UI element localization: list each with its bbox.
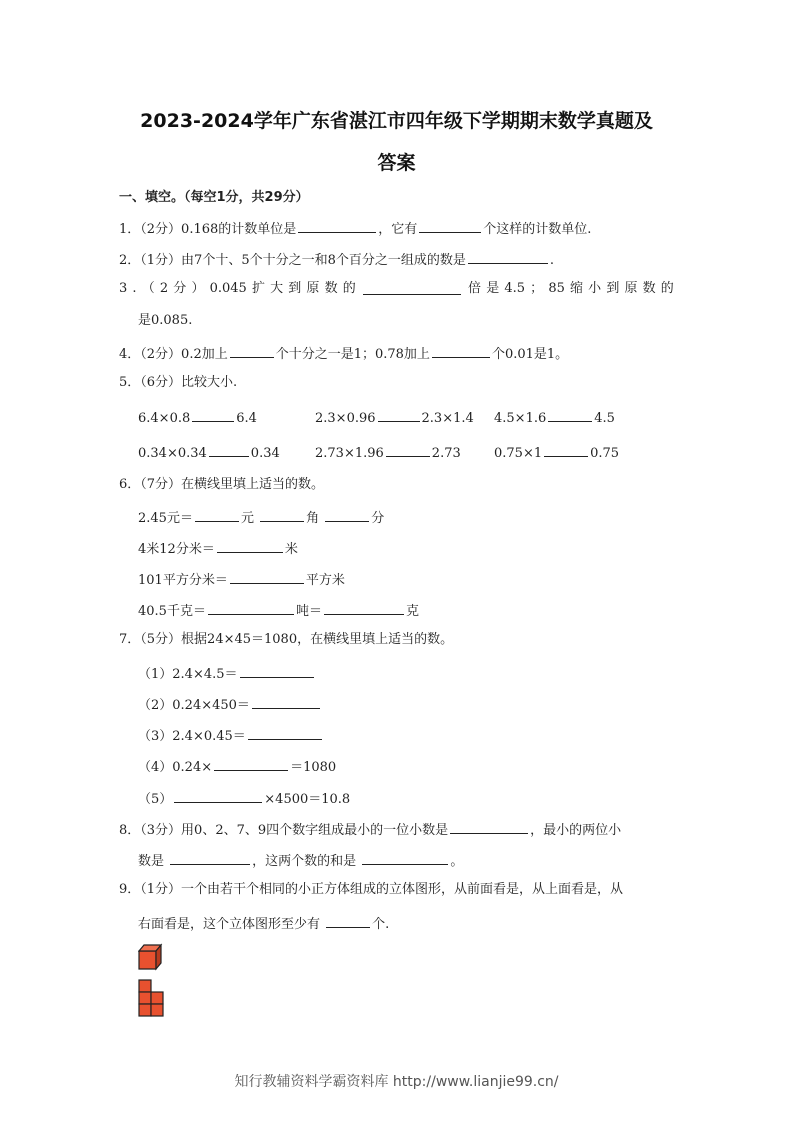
q3-token: 原 xyxy=(306,281,320,296)
answer-blank[interactable] xyxy=(468,249,548,264)
answer-blank[interactable] xyxy=(230,569,304,584)
q7-part-4: （4）0.24× ＝1080 xyxy=(138,756,336,777)
q3-token: 小 xyxy=(588,281,602,296)
q3-token: 大 xyxy=(270,281,284,296)
answer-blank[interactable] xyxy=(217,538,283,553)
q6-line-3: 101平方分米＝ 平方米 xyxy=(138,569,345,590)
footer-watermark: 知行教辅资料学霸资料库 http://www.lianjie99.cn/ xyxy=(234,1074,559,1090)
answer-blank[interactable] xyxy=(208,600,294,615)
compare-blank[interactable] xyxy=(378,407,420,422)
square-grid-view-icon xyxy=(139,980,163,1016)
compare-blank[interactable] xyxy=(192,407,234,422)
q3-token: 的 xyxy=(342,281,356,296)
cube-figure-svg xyxy=(138,942,178,1022)
q7-part-2: （2）0.24×450＝ xyxy=(138,694,322,715)
compare-item: 2.3×0.96 2.3×1.4 xyxy=(315,407,474,428)
q3-token: 0.045 xyxy=(209,281,247,296)
q3-token: 2 xyxy=(159,281,169,296)
grid-square xyxy=(151,992,163,1004)
q3-token: 到 xyxy=(606,281,620,296)
answer-blank[interactable] xyxy=(230,343,274,358)
doc-title-line-2: 答案 xyxy=(377,152,416,174)
answer-blank[interactable] xyxy=(325,507,369,522)
question-9-line-1: 9．（1分）一个由若干个相同的小正方体组成的立体图形，从前面看是，从上面看是，从 xyxy=(119,882,624,897)
answer-blank[interactable] xyxy=(326,913,370,928)
question-1: 1．（2分）0.168的计数单位是 ，它有 个这样的计数单位. xyxy=(119,218,591,239)
q3-token: ） xyxy=(191,281,205,296)
section-heading: 一、填空。（每空1分，共29分） xyxy=(119,190,309,205)
grid-square xyxy=(151,1004,163,1016)
question-2: 2．（1分）由7个十、5个十分之一和8个百分之一组成的数是 . xyxy=(119,249,554,270)
question-9-line-2: 右面看是，这个立体图形至少有 个. xyxy=(138,913,389,934)
q6-line-1: 2.45元＝ 元 角 分 xyxy=(138,507,384,528)
compare-blank[interactable] xyxy=(544,442,588,457)
answer-blank[interactable] xyxy=(432,343,490,358)
compare-item: 6.4×0.8 6.4 xyxy=(138,407,257,428)
q3-token: 原 xyxy=(624,281,638,296)
compare-blank[interactable] xyxy=(386,442,430,457)
compare-item: 4.5×1.6 4.5 xyxy=(494,407,615,428)
compare-blank[interactable] xyxy=(209,442,249,457)
question-5-heading: 5．（6分）比较大小. xyxy=(119,375,238,390)
answer-blank[interactable] xyxy=(362,850,448,865)
answer-blank[interactable] xyxy=(214,756,288,771)
answer-blank[interactable] xyxy=(174,788,262,803)
compare-blank[interactable] xyxy=(548,407,592,422)
answer-blank[interactable] xyxy=(240,663,314,678)
answer-blank[interactable] xyxy=(450,819,528,834)
question-6-heading: 6．（7分）在横线里填上适当的数。 xyxy=(119,477,325,492)
cube-front-face xyxy=(139,951,156,969)
isometric-cube-icon xyxy=(139,945,161,969)
q3-token: （ xyxy=(141,281,155,296)
compare-item: 0.34×0.34 0.34 xyxy=(138,442,280,463)
q7-part-3: （3）2.4×0.45＝ xyxy=(138,725,324,746)
q3-token: 扩 xyxy=(251,281,265,296)
answer-blank[interactable] xyxy=(260,507,304,522)
q3-token: 数 xyxy=(324,281,338,296)
question-4: 4．（2分）0.2加上 个十分之一是1；0.78加上 个0.01是1。 xyxy=(119,343,568,364)
q3-token: ； xyxy=(530,281,544,296)
q3-token: 缩 xyxy=(570,281,584,296)
answer-blank[interactable] xyxy=(252,694,320,709)
q3-token: 倍 xyxy=(468,281,482,296)
doc-title-line-1: 2023-2024学年广东省湛江市四年级下学期期末数学真题及 xyxy=(140,110,653,132)
q3-token: 是 xyxy=(486,281,500,296)
answer-blank[interactable] xyxy=(363,280,461,295)
q3-token: 85 xyxy=(548,281,565,296)
cube-figures xyxy=(138,942,178,1026)
question-8-line-2: 数是 ，这两个数的和是 。 xyxy=(138,850,463,871)
q3-token: 分 xyxy=(173,281,187,296)
grid-square xyxy=(139,992,151,1004)
question-3-line-2: 是0.085. xyxy=(138,313,193,328)
answer-blank[interactable] xyxy=(195,507,239,522)
q7-part-5: （5） ×4500＝10.8 xyxy=(138,788,350,809)
question-7-heading: 7．（5分）根据24×45＝1080，在横线里填上适当的数。 xyxy=(119,632,454,647)
answer-blank[interactable] xyxy=(248,725,322,740)
q3-token: 4.5 xyxy=(504,281,526,296)
q3-token: 数 xyxy=(642,281,656,296)
answer-blank[interactable] xyxy=(170,850,250,865)
q3-token: 的 xyxy=(660,281,674,296)
q3-token: 3 xyxy=(119,281,128,296)
q7-part-1: （1）2.4×4.5＝ xyxy=(138,663,316,684)
compare-item: 2.73×1.96 2.73 xyxy=(315,442,461,463)
grid-square xyxy=(139,980,151,992)
q3-token: . xyxy=(132,281,137,296)
answer-blank[interactable] xyxy=(419,218,481,233)
q3-token: 到 xyxy=(288,281,302,296)
answer-blank[interactable] xyxy=(324,600,404,615)
grid-square xyxy=(139,1004,151,1016)
answer-blank[interactable] xyxy=(298,218,376,233)
q6-line-4: 40.5千克＝ 吨＝ 克 xyxy=(138,600,419,621)
compare-item: 0.75×1 0.75 xyxy=(494,442,619,463)
q6-line-2: 4米12分米＝ 米 xyxy=(138,538,298,559)
question-8-line-1: 8．（3分）用0、2、7、9四个数字组成最小的一位小数是 ，最小的两位小 xyxy=(119,819,621,840)
question-3-line-1 xyxy=(119,280,674,298)
